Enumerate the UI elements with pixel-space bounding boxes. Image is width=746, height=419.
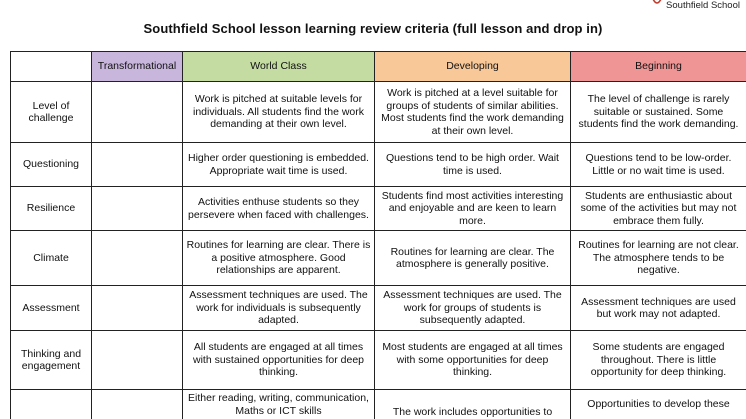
cell-transformational	[92, 82, 183, 143]
cell-world-class: Activities enthuse students so they persevere when faced with challenges.	[183, 187, 375, 231]
header-world-class: World Class	[183, 52, 375, 82]
criteria-table	[10, 51, 746, 419]
cell-developing: Questions tend to be high order. Wait time is used.	[375, 143, 571, 187]
cell-developing: The work includes opportunities to	[375, 390, 571, 419]
row-label-thinking: Thinking and engagement	[11, 331, 92, 390]
table-row	[11, 231, 746, 286]
header-developing: Developing	[375, 52, 571, 82]
cell-beginning: Assessment techniques are used but work may not adapted.	[571, 286, 746, 331]
row-label-questioning: Questioning	[11, 143, 92, 187]
cell-world-class: Higher order questioning is embedded. Appropriate wait time is used.	[183, 143, 375, 187]
row-label-assessment: Assessment	[11, 286, 92, 331]
school-logo	[652, 0, 740, 14]
cell-beginning: The level of challenge is rarely suitable or sustained. Some students find the work demanding.	[571, 82, 746, 143]
cell-transformational	[92, 286, 183, 331]
cell-developing: Assessment techniques are used. The work for groups of students is subsequently adapted.	[375, 286, 571, 331]
header-blank-cell	[11, 52, 92, 82]
cell-beginning: Opportunities to develop these	[571, 390, 746, 419]
cell-world-class: Routines for learning are clear. There is a positive atmosphere. Good relationships are apparent.	[183, 231, 375, 286]
row-label-skills	[11, 390, 92, 419]
cell-beginning: Some students are engaged throughout. There is little opportunity for deep thinking.	[571, 331, 746, 390]
table-row	[11, 331, 746, 390]
table-row	[11, 143, 746, 187]
cell-developing: Routines for learning are clear. The atmosphere is generally positive.	[375, 231, 571, 286]
table-row	[11, 187, 746, 231]
cell-transformational	[92, 390, 183, 419]
cell-world-class: Work is pitched at suitable levels for individuals. All students find the work demanding at their own level.	[183, 82, 375, 143]
table-row	[11, 390, 746, 419]
logo-text: Southfield School	[666, 0, 740, 11]
cell-beginning: Questions tend to be low-order. Little or no wait time is used.	[571, 143, 746, 187]
school-crest-icon	[652, 0, 662, 6]
header-beginning: Beginning	[571, 52, 746, 82]
cell-world-class: All students are engaged at all times with sustained opportunities for deep thinking.	[183, 331, 375, 390]
cell-developing: Work is pitched at a level suitable for groups of students of similar abilities. Most students find the work demanding at their own level.	[375, 82, 571, 143]
table-row	[11, 286, 746, 331]
header-row	[11, 52, 746, 82]
cell-developing: Most students are engaged at all times with some opportunities for deep thinking.	[375, 331, 571, 390]
cell-transformational	[92, 231, 183, 286]
table-row	[11, 82, 746, 143]
document-title: Southfield School lesson learning review criteria (full lesson and drop in)	[143, 21, 603, 36]
cell-transformational	[92, 143, 183, 187]
cell-beginning: Students are enthusiastic about some of the activities but may not embrace them fully.	[571, 187, 746, 231]
row-label-challenge: Level of challenge	[11, 82, 92, 143]
row-label-resilience: Resilience	[11, 187, 92, 231]
cell-transformational	[92, 187, 183, 231]
row-label-climate: Climate	[11, 231, 92, 286]
cell-world-class: Assessment techniques are used. The work for individuals is subsequently adapted.	[183, 286, 375, 331]
cell-transformational	[92, 331, 183, 390]
cell-developing: Students find most activities interesting and enjoyable and are keen to learn more.	[375, 187, 571, 231]
cell-beginning: Routines for learning are not clear. The atmosphere tends to be negative.	[571, 231, 746, 286]
cell-world-class: Either reading, writing, communication, Maths or ICT skills	[183, 390, 375, 419]
header-transformational: Transformational	[92, 52, 183, 82]
